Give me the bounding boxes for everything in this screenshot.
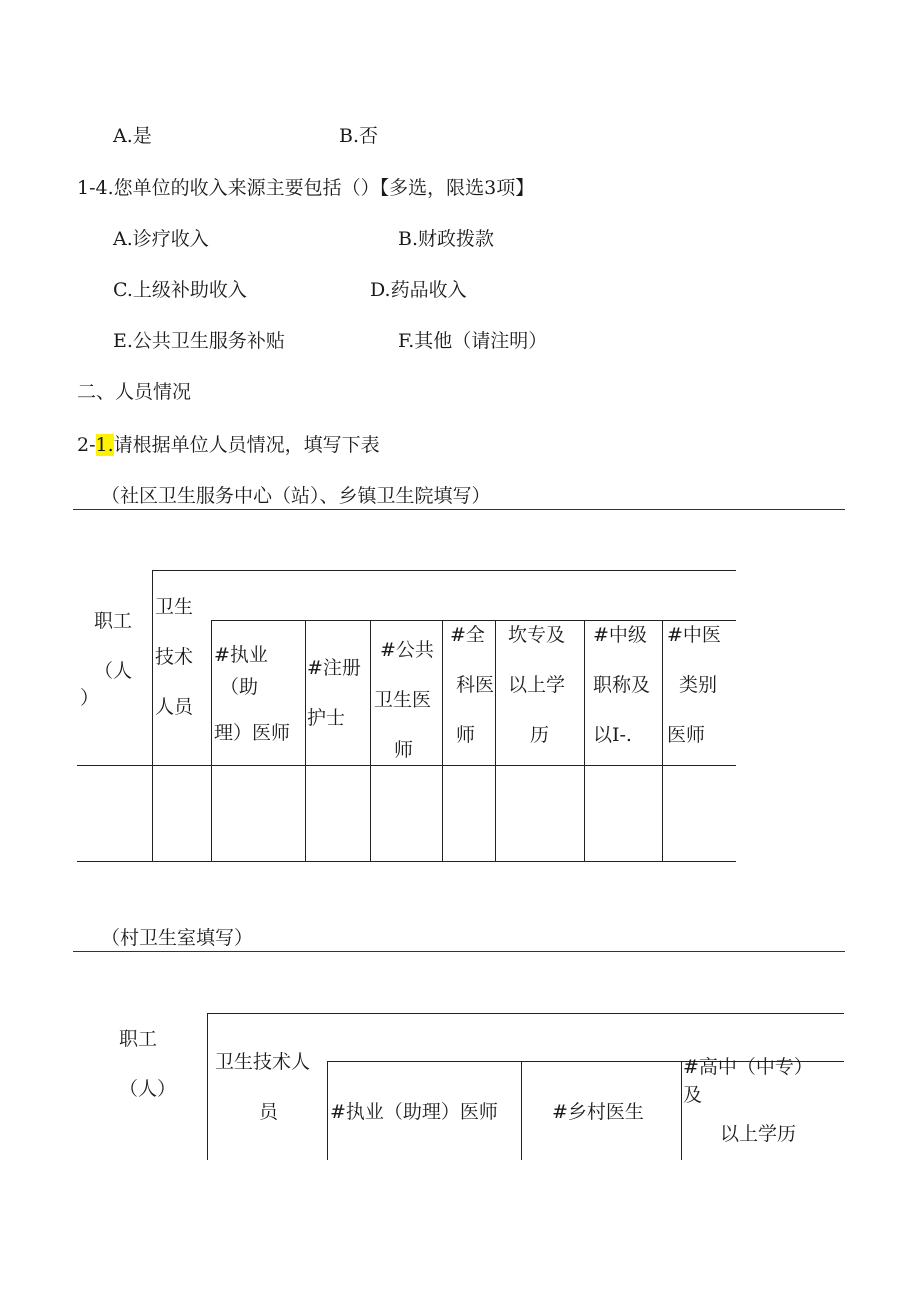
header-health-tech-staff: 卫生技术人 员 (215, 1051, 311, 1123)
table-line (207, 1013, 208, 1161)
caption-underline (73, 509, 845, 510)
input-cell-intermediate-title[interactable] (585, 766, 661, 861)
table1-caption: （社区卫生服务中心（站）、乡镇卫生院填写） (101, 485, 491, 507)
option-c-subsidy-income[interactable]: C.上级补助收入 (113, 279, 247, 301)
input-cell-health-tech[interactable] (153, 766, 210, 861)
question-2-1-prefix: 2- (77, 434, 96, 456)
page-cutoff (0, 1160, 920, 1301)
caption-underline (73, 951, 845, 952)
question-1-4: 1-4.您单位的收入来源主要包括（）【多选，限选3项】 (77, 177, 535, 199)
option-b[interactable]: B.否 (339, 125, 379, 147)
header-college-degree: 坎专及 以上学 历 (508, 624, 566, 746)
table-line (77, 861, 736, 862)
input-cell-physician[interactable] (212, 766, 304, 861)
header-practicing-physician: #执业（助理）医师 (330, 1101, 498, 1123)
header-intermediate-title: #中级 职称及 以I-. (593, 624, 651, 746)
header-tcm-physician: #中医 类别 医师 (667, 624, 721, 746)
table-line (521, 1061, 522, 1161)
header-general-practitioner: #全 科医 师 (450, 624, 495, 746)
input-cell-college-degree[interactable] (496, 766, 583, 861)
table-line (327, 1061, 328, 1161)
table2-caption: （村卫生室填写） (101, 927, 254, 949)
option-b-fiscal-funding[interactable]: B.财政拨款 (398, 228, 495, 250)
option-d-drug-income[interactable]: D.药品收入 (370, 279, 467, 301)
section-heading: 二、人员情况 (77, 381, 192, 403)
header-high-school-degree: #高中（中专） 及 以上学历 (683, 1056, 813, 1145)
header-village-doctor: #乡村医生 (552, 1101, 644, 1123)
header-registered-nurse: #注册 护士 (307, 657, 361, 729)
header-practicing-physician: #执业 （助 理）医师 (214, 644, 291, 744)
option-f-other[interactable]: F.其他（请注明） (398, 330, 548, 352)
highlighted-number: 1. (95, 434, 114, 456)
input-cell-public-health[interactable] (371, 766, 441, 861)
option-a-clinic-income[interactable]: A.诊疗收入 (113, 228, 209, 250)
table-line (152, 570, 736, 571)
question-2-1-text: 请根据单位人员情况，填写下表 (113, 434, 380, 456)
header-public-health-physician: #公共 卫生医 师 (374, 639, 434, 761)
option-e-public-health-subsidy[interactable]: E.公共卫生服务补贴 (113, 330, 285, 352)
header-staff: 职工 （人） (119, 1028, 177, 1100)
table-line (681, 1061, 682, 1161)
header-health-tech-staff: 卫生 技术 人员 (155, 596, 194, 718)
header-staff: 职工 （人 ） (80, 610, 133, 709)
option-a[interactable]: A.是 (113, 125, 152, 147)
question-2-1 (77, 433, 380, 457)
input-cell-staff[interactable] (78, 766, 151, 861)
input-cell-tcm[interactable] (663, 766, 735, 861)
table-line (207, 1013, 844, 1014)
input-cell-nurse[interactable] (306, 766, 369, 861)
input-cell-general-practitioner[interactable] (443, 766, 494, 861)
